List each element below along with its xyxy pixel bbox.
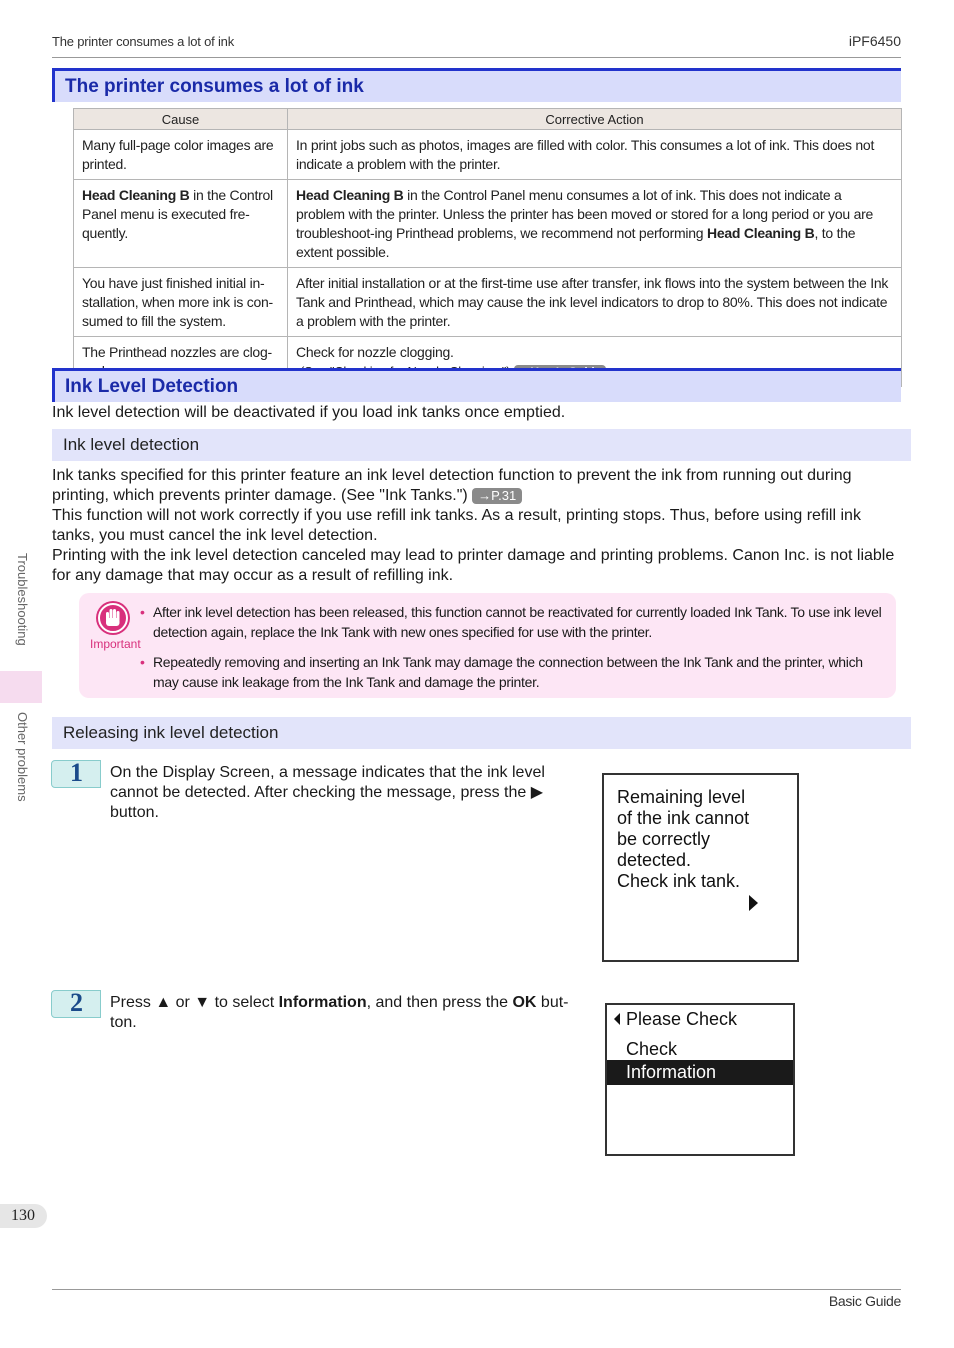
action-text: Check for nozzle clogging. xyxy=(296,344,454,360)
sidebar-text: Other problems xyxy=(15,712,30,802)
step-number-2 xyxy=(51,990,101,1018)
section-title: The printer consumes a lot of ink xyxy=(65,76,364,97)
section-intro: Ink level detection will be deactivated if you load ink tanks once emptied. xyxy=(52,404,566,421)
step-number-text: 2 xyxy=(70,988,83,1017)
step-number-1 xyxy=(51,760,101,788)
subsection-title: Ink level detection xyxy=(63,435,200,454)
step-text: On the Display Screen, a message indicates that the ink level cannot be detected. After checking the message, press the xyxy=(110,764,545,801)
page-number xyxy=(0,1204,47,1228)
step-number-text: 1 xyxy=(70,758,83,787)
table-header-row xyxy=(74,109,902,130)
sidebar-section-label xyxy=(10,553,30,663)
running-header-title: The printer consumes a lot of ink xyxy=(52,34,234,49)
bold-term: Head Cleaning B xyxy=(706,225,815,241)
section-title: Ink Level Detection xyxy=(65,376,239,397)
running-header-model: iPF6450 xyxy=(848,33,901,49)
step-text: , and then press the xyxy=(366,994,513,1011)
action-text: , to the extent possible. xyxy=(296,225,856,260)
bullet-text: Repeatedly removing and inserting an Ink Tank may damage the connection between the Ink Tank and the printer, which may cause ink leakage from the Ink Tank and damage the printer. xyxy=(153,654,863,690)
cause-cell: Many full-page color images are printed. xyxy=(74,130,288,180)
paragraph-refill: This function will not work correctly if you use refill ink tanks. As a result, printing stops. Thus, before using refill ink tanks, you must cancel the ink level detection. xyxy=(52,507,861,544)
paragraph-liability: Printing with the ink level detection canceled may lead to printer damage and printing problems. Canon Inc. is not liable for any damage that may occur as a result of refilling ink. xyxy=(52,547,895,584)
sidebar-current-label xyxy=(10,712,30,822)
important-bullet xyxy=(140,602,888,642)
bold-term: OK xyxy=(512,994,537,1011)
display-screen-menu xyxy=(605,1003,795,1156)
table-row xyxy=(74,180,902,268)
step-text: button. xyxy=(110,804,159,821)
cause-action-table xyxy=(73,108,902,387)
hand-stop-icon xyxy=(96,601,130,635)
cause-cell: The Printhead nozzles are clog- xyxy=(74,337,288,387)
section-heading-ink-level-detection xyxy=(52,368,901,402)
step-2-text xyxy=(110,993,590,1033)
display-screen-message xyxy=(602,773,799,962)
action-cell xyxy=(288,180,902,268)
subsection-heading-ink-level-detection xyxy=(52,429,911,461)
cause-cell: You have just finished initial in-stallation, when more ink is con-sumed to fill the system. xyxy=(74,268,288,337)
action-cell: In print jobs such as photos, images are filled with color. This consumes a lot of ink. This does not indicate a problem with the printer. xyxy=(288,130,902,180)
bullet-text: After ink level detection has been released, this function cannot be reactivated for currently loaded Ink Tank. To use ink level detection again, replace the Ink Tank with new ones specified for use with the printer. xyxy=(153,604,882,640)
footer-guide-name: Basic Guide xyxy=(828,1293,901,1309)
right-arrow-icon xyxy=(749,895,758,911)
step-1-text xyxy=(110,763,570,823)
action-cell: After initial installation or at the first-time use after transfer, ink flows into the system between the Ink Tank and Printhead, which may cause the ink level indicators to drop to 80%. This does not indicate a problem with the printer. xyxy=(288,268,902,337)
screen-line: Remaining level xyxy=(617,787,746,807)
page-31-link[interactable]: →P.31 xyxy=(472,488,522,504)
bold-term: Head Cleaning B xyxy=(296,187,404,203)
header-rule xyxy=(52,57,901,58)
sidebar-current-tab xyxy=(0,671,42,703)
screen-menu-item-check[interactable]: Check xyxy=(626,1039,678,1059)
screen-message xyxy=(617,787,749,892)
right-triangle-icon: ▶ xyxy=(530,784,544,801)
important-bullet xyxy=(140,652,888,692)
screen-line: of the ink cannot xyxy=(617,808,750,828)
page-number-text: 130 xyxy=(11,1207,35,1224)
bold-term: Head Cleaning B xyxy=(82,187,190,203)
step-text: but-ton. xyxy=(110,994,569,1031)
cause-text: in the Control Panel menu is executed fre-quently. xyxy=(82,187,273,241)
screen-line: Check ink tank. xyxy=(617,871,741,891)
step-text: Press ▲ or ▼ to select xyxy=(110,994,279,1011)
table-row xyxy=(74,268,902,337)
screen-menu-item-information[interactable]: Information xyxy=(607,1060,793,1085)
paragraph-feature xyxy=(52,466,907,506)
important-label: Important xyxy=(90,637,141,651)
screen-line: detected. xyxy=(617,850,692,870)
bullet-dot-icon: • xyxy=(140,654,145,670)
subsection-title: Releasing ink level detection xyxy=(63,723,279,742)
screen-line: be correctly xyxy=(617,829,711,849)
bullet-dot-icon: • xyxy=(140,604,145,620)
subsection-heading-releasing xyxy=(52,717,911,749)
bold-term: Information xyxy=(278,994,367,1011)
sidebar-text: Troubleshooting xyxy=(15,553,30,646)
screen-menu-title: Please Check xyxy=(626,1009,738,1029)
cause-cell xyxy=(74,180,288,268)
footer-rule xyxy=(52,1289,901,1290)
column-header-cause: Cause xyxy=(74,109,288,130)
table-row xyxy=(74,130,902,180)
important-notice-box xyxy=(79,593,896,698)
action-text: in the Control Panel menu consumes a lot of ink. This does not indicate a problem with the printer. Unless the printer has been moved or stored for a long period or you are troubleshoot-ing Printhead problems, we recommend not performing xyxy=(296,187,874,241)
column-header-action: Corrective Action xyxy=(288,109,902,130)
paragraph-text: Ink tanks specified for this printer feature an ink level detection function to prevent the ink from running out during printing, which prevents printer damage. (See "Ink Tanks.") xyxy=(52,467,852,504)
section-heading-ink-consumption xyxy=(52,68,901,102)
